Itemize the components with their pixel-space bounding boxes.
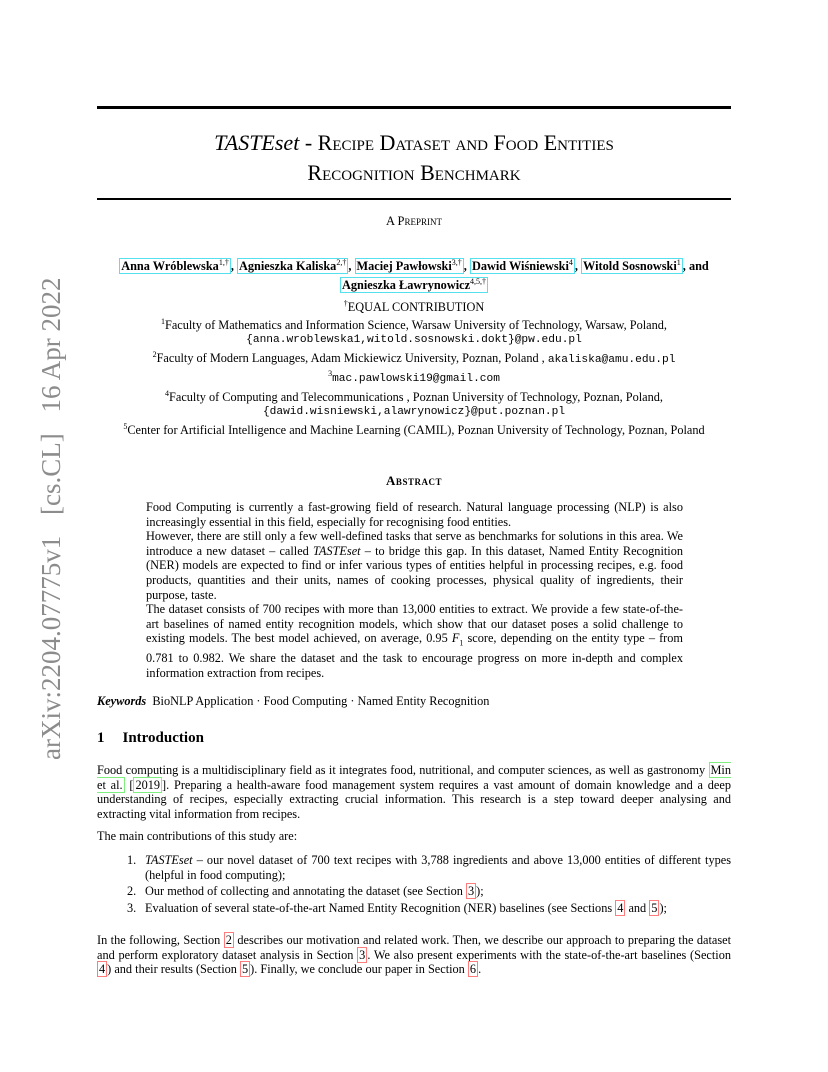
section-ref-link[interactable] bbox=[357, 947, 367, 963]
abstract-body bbox=[146, 500, 683, 681]
title-dataset-name: TASTEset bbox=[214, 130, 300, 155]
ref-number: 5 bbox=[242, 962, 249, 977]
author-link-3[interactable] bbox=[355, 258, 464, 274]
list-item bbox=[97, 884, 731, 899]
affiliation-2 bbox=[60, 348, 768, 368]
list-item bbox=[97, 901, 731, 916]
author-list: Anna Wróblewska$^{1,\dagger}$ , Agnieszka Kaliska$^{2,\dagger}$ , Maciej Pawłowski$^{3,\dagger}$ , Dawid Wiśniewski$^4$ , Witold Sosnowski$^1$ , and Agnieszka Ławrynowicz$^{4,5,\dagger}$ bbox=[121, 258, 709, 293]
section-title: Introduction bbox=[122, 730, 204, 746]
section-number: 1 bbox=[97, 730, 105, 746]
author-sup: 3,† bbox=[451, 258, 462, 267]
author-sup: 4 bbox=[568, 258, 573, 267]
equal-contribution-note bbox=[60, 297, 768, 315]
author-link-5[interactable] bbox=[581, 258, 683, 274]
dagger-mark: † bbox=[343, 299, 348, 308]
author-link-1[interactable] bbox=[119, 258, 231, 274]
text-run: – to bridge this gap. In this dataset, Named Entity Recognition (NER) models are expected to find or infer various types of entities helpful in processing recipes, e.g. food products, quantities and their units, names of cooking processes, physical quality of ingredients, their purpose, taste. bbox=[146, 543, 683, 602]
author-sup: 2,† bbox=[336, 258, 347, 267]
keywords-label: Keywords bbox=[97, 694, 147, 708]
list-number: 2. bbox=[127, 884, 137, 899]
author-name: Agnieszka Kaliska bbox=[238, 259, 337, 274]
affil-sup: 2 bbox=[152, 349, 157, 359]
ref-number: 3 bbox=[359, 947, 366, 962]
arxiv-id: arXiv:2204.07775v1 bbox=[36, 535, 66, 760]
text-run: Food computing is a multidisciplinary field as it integrates food, nutritional, and computer sciences, as well as gastronomy bbox=[97, 763, 709, 777]
author-link-6[interactable] bbox=[340, 277, 488, 293]
author-link-4[interactable] bbox=[470, 258, 575, 274]
affiliation-2-email: akaliska@amu.edu.pl bbox=[547, 353, 676, 366]
text-run: – our novel dataset of 700 text recipes with 3,788 ingredients and above 13,000 entities of different types (helpful in food computing); bbox=[145, 853, 731, 882]
affiliation-5 bbox=[60, 420, 768, 438]
contributions-list bbox=[97, 853, 731, 917]
arxiv-date: 16 Apr 2022 bbox=[36, 277, 66, 413]
affiliations bbox=[60, 297, 768, 438]
citation-authors: Min et al. bbox=[97, 763, 731, 792]
citation-year: 2019 bbox=[135, 777, 161, 792]
abstract-paragraph-3 bbox=[146, 602, 683, 680]
section-heading-introduction bbox=[97, 730, 204, 747]
author-name: Agnieszka Ławrynowicz bbox=[341, 278, 471, 293]
title-line-2: Recognition Benchmark bbox=[307, 160, 521, 185]
affil-sup: 1 bbox=[160, 316, 165, 326]
affil-sup: 5 bbox=[123, 422, 128, 432]
f1-subscript: 1 bbox=[459, 638, 464, 648]
text-run: Our method of collecting and annotating the dataset (see Section bbox=[145, 884, 466, 899]
ref-number: 3 bbox=[468, 884, 475, 899]
ref-number: 4 bbox=[617, 900, 624, 915]
abstract-paragraph-1: Food Computing is currently a fast-growing field of research. Natural language processing (NLP) is also increasingly essential in this field, especially for recognising food entities. bbox=[146, 500, 683, 529]
section-ref-link[interactable] bbox=[649, 900, 659, 916]
author-name: Maciej Pawłowski bbox=[356, 259, 452, 274]
section-ref-link[interactable] bbox=[615, 900, 625, 916]
section-ref-link[interactable] bbox=[468, 961, 478, 977]
citation-year-link[interactable] bbox=[133, 777, 162, 793]
title-line-1: - Recipe Dataset and Food Entities bbox=[299, 130, 614, 155]
arxiv-category: [cs.CL] bbox=[36, 433, 66, 516]
text-run: ); bbox=[659, 900, 667, 915]
authors-and: , and bbox=[682, 259, 709, 274]
affiliation-4-email: {dawid.wisniewski,alawrynowicz}@put.poznan.pl bbox=[262, 406, 566, 419]
affil-text: Center for Artificial Intelligence and Machine Learning (CAMIL), Poznan University of Technology, Poznan, Poland bbox=[127, 423, 705, 438]
affil-sup: 4 bbox=[165, 389, 170, 399]
intro-paragraph-1: Food computing is a multidisciplinary field as it integrates food, nutritional, and computer sciences, as well as gastronomy Min et al. [ 2019 ]. Preparing a health-aware food management system requires a vast amount of domain knowledge and a deep understanding of recipes, especially extracting crucial information. This research is a step toward deeper analysing and extracting vital information from recipes. bbox=[97, 763, 731, 821]
list-item bbox=[97, 853, 731, 882]
section-ref-link[interactable] bbox=[97, 961, 107, 977]
equal-contribution-text: EQUAL CONTRIBUTION bbox=[347, 300, 485, 315]
section-ref-link[interactable] bbox=[224, 932, 234, 948]
author-sup: 4,5,† bbox=[470, 277, 487, 287]
affil-text: Faculty of Mathematics and Information Science, Warsaw University of Technology, Warsaw, Poland, bbox=[164, 317, 667, 332]
dataset-name: TASTEset bbox=[313, 543, 361, 558]
author-link-2[interactable] bbox=[237, 258, 348, 274]
dataset-name: TASTEset bbox=[145, 853, 193, 867]
ref-number: 6 bbox=[469, 962, 477, 977]
affiliation-4 bbox=[60, 387, 768, 405]
author-name: Dawid Wiśniewski bbox=[471, 259, 569, 274]
affil-sup: 3 bbox=[328, 369, 333, 379]
author-sup: 1,† bbox=[218, 258, 229, 267]
text-run: . bbox=[478, 962, 482, 977]
text-run: ); bbox=[476, 884, 484, 899]
preprint-label: A Preprint bbox=[386, 214, 442, 228]
abstract-paragraph-2 bbox=[146, 529, 683, 602]
author-sup: 1 bbox=[676, 258, 681, 267]
text-run: . Preparing a health-aware food management system requires a vast amount of domain knowledge and a deep understanding of recipes, especially extracting crucial information. This research is a step toward deeper analysing and extracting vital information from recipes. bbox=[97, 777, 731, 821]
list-number: 3. bbox=[127, 900, 137, 915]
author-name: Anna Wróblewska bbox=[121, 259, 219, 274]
paper-title bbox=[97, 128, 731, 188]
abstract-heading: Abstract bbox=[386, 473, 442, 488]
ref-number: 5 bbox=[651, 900, 658, 915]
text-run: . We also present experiments with the state-of-the-art baselines (Section bbox=[367, 947, 731, 962]
keywords bbox=[97, 694, 731, 709]
text-run: ). Finally, we conclude our paper in Section bbox=[250, 962, 468, 977]
author-name: Witold Sosnowski bbox=[583, 259, 677, 274]
title-top-rule bbox=[97, 106, 731, 109]
affil-text: Faculty of Modern Languages, Adam Mickiewicz University, Poznan, Poland , bbox=[156, 350, 548, 365]
affiliation-1-email: {anna.wroblewska1,witold.sosnowski.dokt}@pw.edu.pl bbox=[246, 333, 582, 346]
text-run: However, there are still only a few well-defined tasks that serve as benchmarks for solutions in this area. We introduce a new dataset – called bbox=[146, 529, 683, 558]
text-run: and bbox=[625, 900, 650, 915]
keywords-text: BioNLP Application · Food Computing · Named Entity Recognition bbox=[152, 694, 490, 708]
text-run: In the following, Section bbox=[97, 933, 224, 947]
text-run: Evaluation of several state-of-the-art Named Entity Recognition (NER) baselines (see Sections bbox=[145, 900, 616, 915]
text-run: The dataset consists of 700 recipes with more than 13,000 entities to extract. We provide a few state-of-the-art baselines of named entity recognition models, which show that our dataset poses a solid challenge to existing models. The best model achieved, on average, 0.95 bbox=[146, 602, 683, 646]
affiliation-3-email: mac.pawlowski19@gmail.com bbox=[332, 373, 500, 386]
text-run: score, depending on the entity type – from 0.781 to 0.982. We share the dataset and the task to encourage progress on more in-depth and complex information extraction from recipes. bbox=[146, 631, 683, 680]
affil-text: Faculty of Computing and Telecommunications , Poznan University of Technology, Poznan, Poland, bbox=[169, 390, 663, 405]
section-ref-link[interactable] bbox=[466, 883, 476, 899]
title-bottom-rule bbox=[97, 198, 731, 200]
intro-paragraph-3 bbox=[97, 933, 731, 977]
list-number: 1. bbox=[127, 853, 137, 867]
text-run: describes our motivation and related work. Then, we describe our approach to preparing the dataset and perform exploratory dataset analysis in Section bbox=[97, 933, 731, 962]
intro-paragraph-2: The main contributions of this study are: bbox=[97, 829, 298, 843]
f1-symbol: F bbox=[451, 631, 460, 646]
text-run: ) and their results (Section bbox=[107, 962, 240, 977]
section-ref-link[interactable] bbox=[240, 961, 250, 977]
affiliation-1 bbox=[60, 315, 768, 333]
ref-number: 2 bbox=[225, 933, 232, 947]
ref-number: 4 bbox=[99, 962, 106, 977]
affiliation-3 bbox=[60, 367, 768, 387]
